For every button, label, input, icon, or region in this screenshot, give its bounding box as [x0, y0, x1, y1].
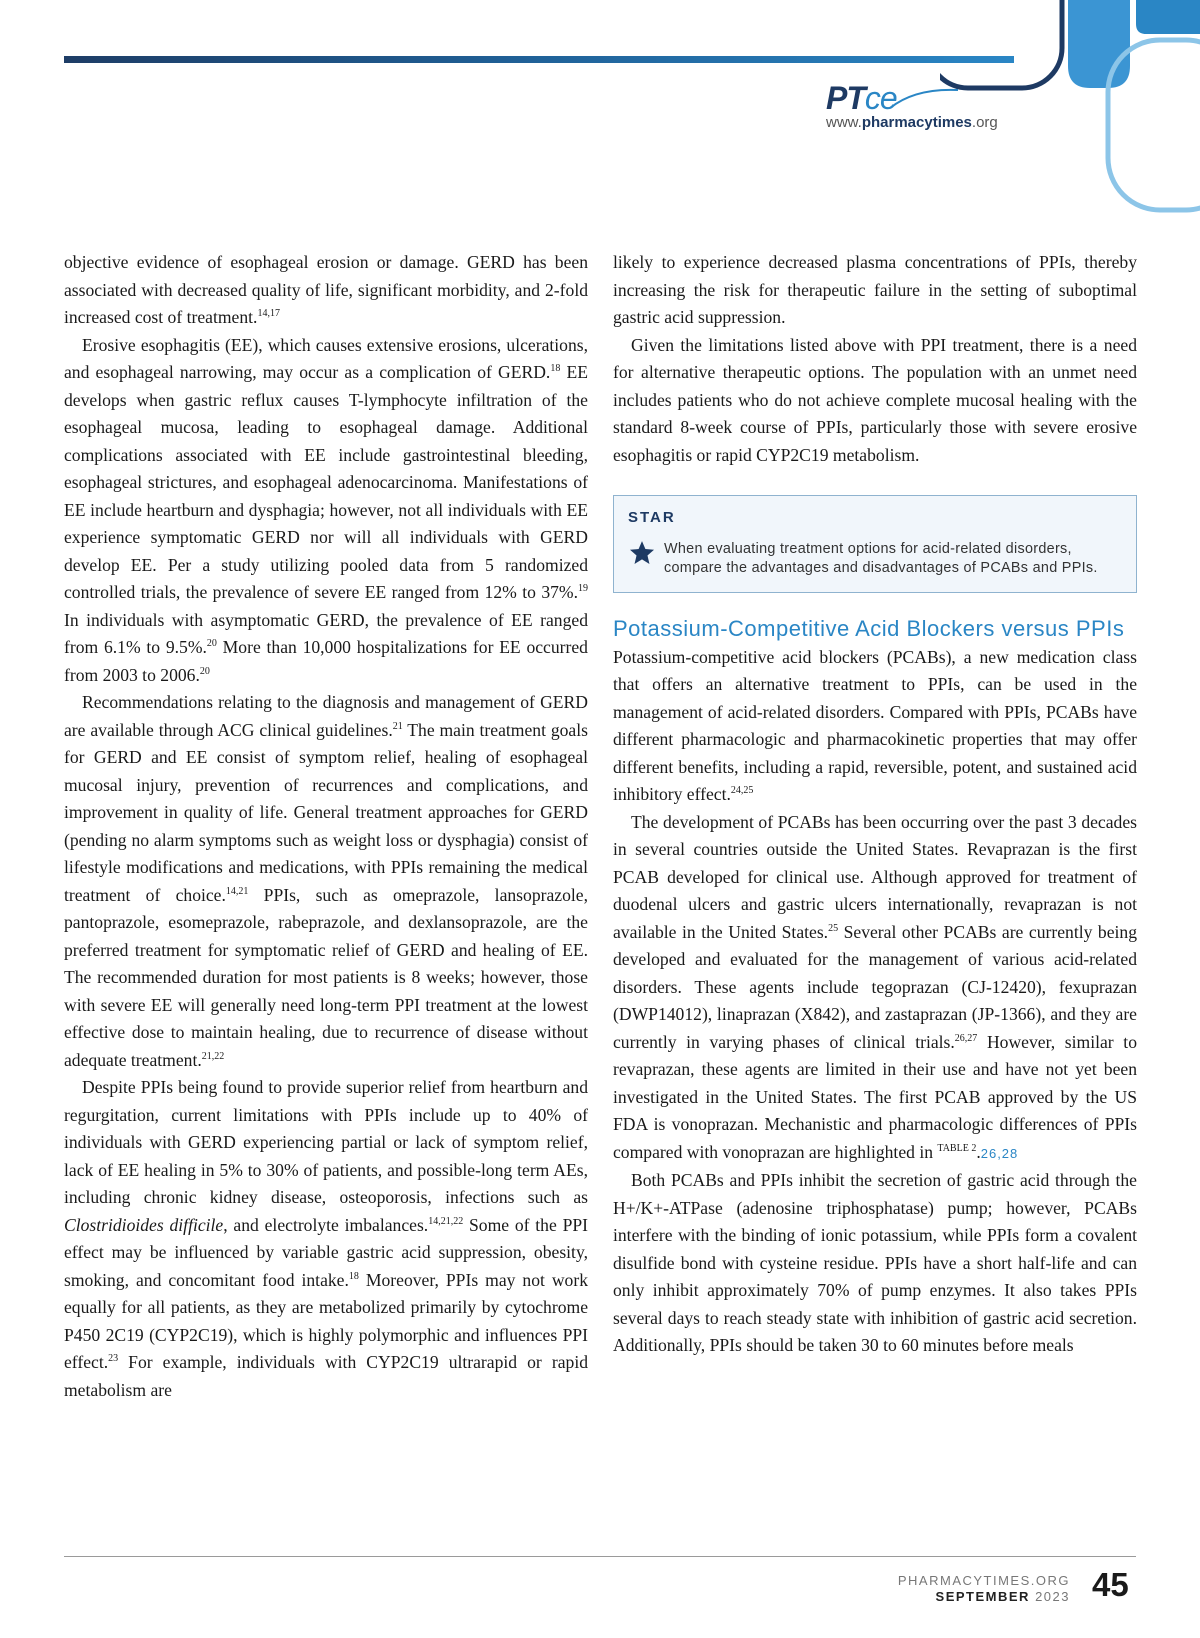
logo-swoosh-icon — [870, 86, 960, 116]
star-icon — [628, 539, 656, 567]
paragraph: objective evidence of esophageal erosion or damage. GERD has been associated with decreased quality of life, significant morbidity, and 2-fold increased cost of treatment.$^{14,17}$ — [64, 252, 588, 327]
star-text: When evaluating treatment options for acid-related disorders, compare the advantages and disadvantages of PCABs and PPIs. — [664, 540, 1098, 576]
paragraph: Despite PPIs being found to provide superior relief from heartburn and regurgitation, current limitations with PPIs include up to 40% of individuals with GERD experiencing partial or lack of symptom relief, lack of EE healing in 5% to 30% of patients, and possible-long term AEs, including chronic kidney disease, osteoporosis, infections such as Clostridioides difficile, and electrolyte imbalances.$^{14,21,22}$ Some of the PPI effect may be influenced by variable gastric acid suppression, obesity, smoking, and concomitant food intake.$^{18}$ Moreover, PPIs may not work equally for all patients, as they are metabolized primarily by cytochrome P450 2C19 (CYP2C19), which is highly polymorphic and influences PPI effect.$^{23}$ For example, individuals with CYP2C19 ultrarapid or rapid metabolism are — [64, 1077, 589, 1400]
footer-year: 2023 — [1035, 1589, 1070, 1604]
ptce-logo — [826, 80, 1036, 132]
logo-mark: PTce — [826, 80, 897, 116]
table-2-link[interactable]: 26,28 — [980, 1145, 1019, 1161]
footer-month: SEPTEMBER — [935, 1589, 1030, 1604]
right-column — [613, 249, 1137, 1360]
paragraph: Given the limitations listed above with PPI treatment, there is a need for alternative therapeutic options. The population with an unmet need includes patients who do not achieve complete mucosal healing with the standard 8-week course of PPIs, particularly those with severe erosive esophagitis or rapid CYP2C19 metabolism. — [613, 334, 1137, 465]
paragraph: The development of PCABs has been occurring over the past 3 decades in several countries outside the United States. Revaprazan is the first PCAB developed for clinical use. Although approved for treatment of duodenal ulcers and gastric ulcers internationally, revaprazan is not available in the United States.$^{25}$ Several other PCABs are currently being developed and evaluated for the management of various acid-related disorders. These agents include tegoprazan (CJ-12420), fexuprazan (DWP14012), linaprazan (X842), and zastaprazan (JP-1366), and they are currently in varying phases of clinical trials.$^{26,27}$ However, similar to revaprazan, these agents are limited in their use and have not yet been investigated in the United States. The first PCAB approved by the US FDA is vonoprazan. Mechanistic and pharmacologic differences of PPIs compared with vonoprazan are highlighted in $^{TABLE 2}$.26,28 — [613, 811, 1137, 1162]
section-heading: Potassium-Competitive Acid Blockers versus PPIs — [613, 615, 1125, 641]
left-column — [64, 249, 588, 1404]
footer-site: PHARMACYTIMES.ORG — [897, 1573, 1070, 1588]
paragraph: Both PCABs and PPIs inhibit the secretion of gastric acid through the H+/K+-ATPase (adenosine triphosphatase) pump; however, PCABs interfere with the binding of ionic potassium, while PPIs form a covalent disulfide bond with cysteine residue. PPIs have a short half-life and can only inhibit approximately 70% of pump enzymes. It also takes PPIs several days to reach steady state with inhibition of gastric acid secretion. Additionally, PPIs should be taken 30 to 60 minutes before meals — [613, 1170, 1137, 1355]
star-label: STAR — [628, 509, 676, 526]
header-rule — [64, 56, 1014, 63]
star-callout — [613, 495, 1137, 593]
paragraph: Potassium-competitive acid blockers (PCABs), a new medication class that offers an alternative treatment to PPIs, can be used in the management of acid-related disorders. Compared with PPIs, PCABs have different pharmacologic and pharmacokinetic properties that may offer different benefits, including a rapid, reversible, potent, and sustained acid inhibitory effect.$^{24,25}$ — [613, 646, 1137, 804]
footer-info — [898, 1573, 1070, 1605]
paragraph: likely to experience decreased plasma concentrations of PPIs, thereby increasing the risk for therapeutic failure in the setting of suboptimal gastric acid suppression. — [613, 252, 1137, 327]
paragraph: Recommendations relating to the diagnosis and management of GERD are available through ACG clinical guidelines.$^{21}$ The main treatment goals for GERD and EE consist of symptom relief, healing of esophageal mucosal injury, prevention of recurrences and complications, and improvement in quality of life. General treatment approaches for GERD (pending no alarm symptoms such as weight loss or dysphagia) consist of lifestyle modifications and medications, with PPIs remaining the medical treatment of choice.$^{14,21}$ PPIs, such as omeprazole, lansoprazole, pantoprazole, esomeprazole, rabeprazole, and dexlansoprazole, are the preferred treatment for symptomatic relief of GERD and healing of EE. The recommended duration for most patients is 8 weeks; however, those with severe EE will generally need long-term PPI treatment at the lowest effective dose to maintain healing, due to recurrence of disease without adequate treatment.$^{21,22}$ — [64, 692, 588, 1070]
page-number: 45 — [1092, 1566, 1129, 1603]
paragraph: Erosive esophagitis (EE), which causes extensive erosions, ulcerations, and esophageal narrowing, may occur as a complication of GERD.$^{18}$ EE develops when gastric reflux causes T-lymphocyte infiltration of the esophageal mucosa, leading to esophageal damage. Additional complications associated with EE include gastrointestinal bleeding, esophageal strictures, and esophageal adenocarcinoma. Manifestations of EE include heartburn and dysphagia; however, not all individuals with EE experience symptomatic GERD nor will all individuals with GERD develop EE. Per a study utilizing pooled data from 5 randomized controlled trials, the prevalence of severe EE ranged from 12% to 37%.$^{19}$ In individuals with asymptomatic GERD, the prevalence of EE ranged from 6.1% to 9.5%.$^{20}$ More than 10,000 hospitalizations for EE occurred from 2003 to 2006.20 — [64, 334, 588, 685]
footer-rule — [64, 1556, 1136, 1557]
logo-url: www.pharmacytimes.org — [826, 114, 998, 131]
